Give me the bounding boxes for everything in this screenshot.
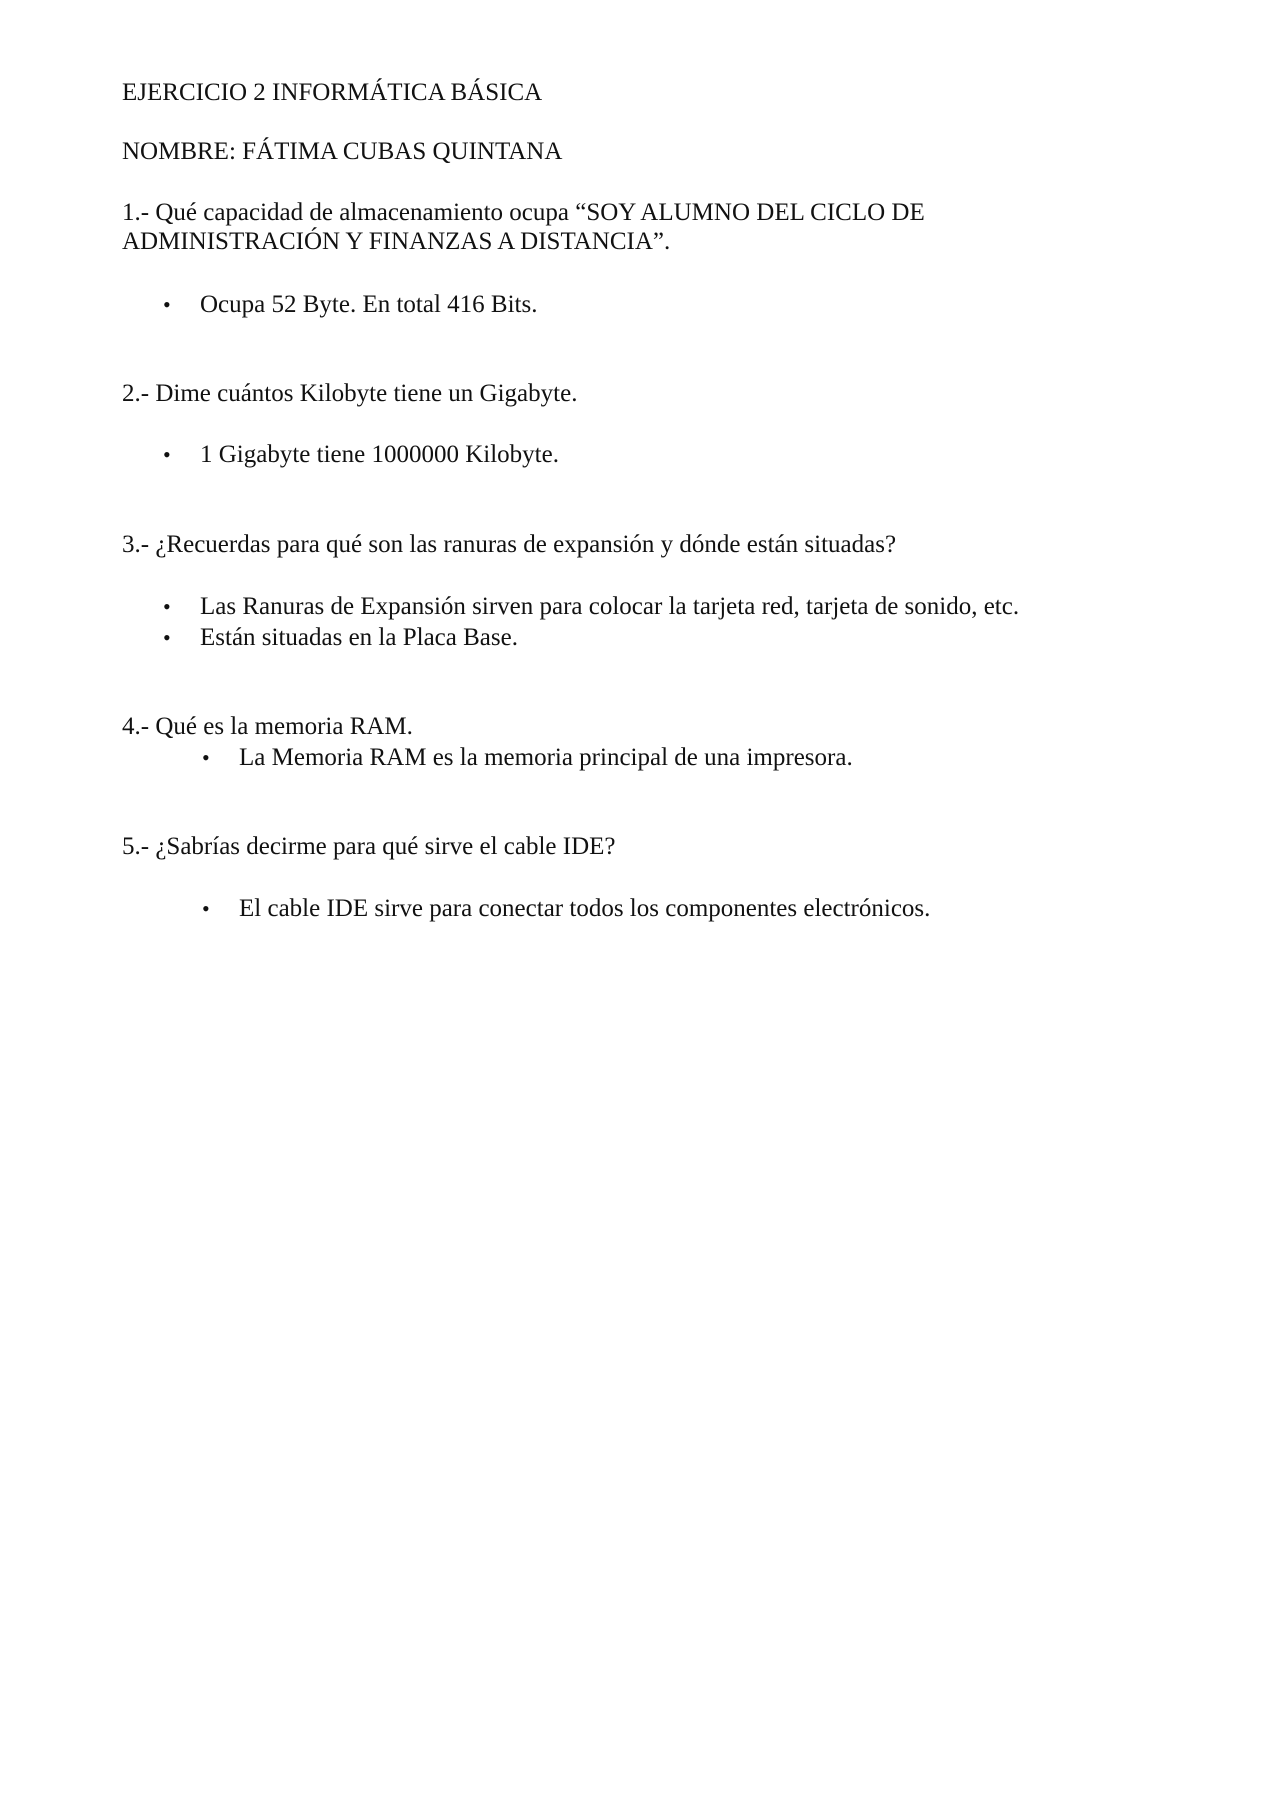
- question-1-line-1: 1.- Qué capacidad de almacenamiento ocupa “SOY ALUMNO DEL CICLO DE: [122, 199, 925, 226]
- answer-2-1: 1 Gigabyte tiene 1000000 Kilobyte.: [200, 441, 559, 468]
- student-name: NOMBRE: FÁTIMA CUBAS QUINTANA: [122, 138, 563, 165]
- question-2-line-1: 2.- Dime cuántos Kilobyte tiene un Gigabyte.: [122, 380, 578, 407]
- bullet-icon: •: [202, 896, 210, 921]
- document-title: EJERCICIO 2 INFORMÁTICA BÁSICA: [122, 79, 543, 106]
- question-5-line-1: 5.- ¿Sabrías decirme para qué sirve el cable IDE?: [122, 833, 616, 860]
- answer-1-1: Ocupa 52 Byte. En total 416 Bits.: [200, 291, 538, 318]
- bullet-icon: •: [163, 594, 171, 619]
- answer-5-1: El cable IDE sirve para conectar todos los componentes electrónicos.: [239, 895, 931, 922]
- answer-4-1: La Memoria RAM es la memoria principal de una impresora.: [239, 744, 853, 771]
- bullet-icon: •: [163, 292, 171, 317]
- answer-3-2: Están situadas en la Placa Base.: [200, 624, 518, 651]
- bullet-icon: •: [163, 625, 171, 650]
- question-3-line-1: 3.- ¿Recuerdas para qué son las ranuras de expansión y dónde están situadas?: [122, 531, 897, 558]
- bullet-icon: •: [202, 745, 210, 770]
- bullet-icon: •: [163, 442, 171, 467]
- question-1-line-2: ADMINISTRACIÓN Y FINANZAS A DISTANCIA”.: [122, 228, 671, 255]
- answer-3-1: Las Ranuras de Expansión sirven para colocar la tarjeta red, tarjeta de sonido, etc.: [200, 593, 1020, 620]
- question-4-line-1: 4.- Qué es la memoria RAM.: [122, 713, 413, 740]
